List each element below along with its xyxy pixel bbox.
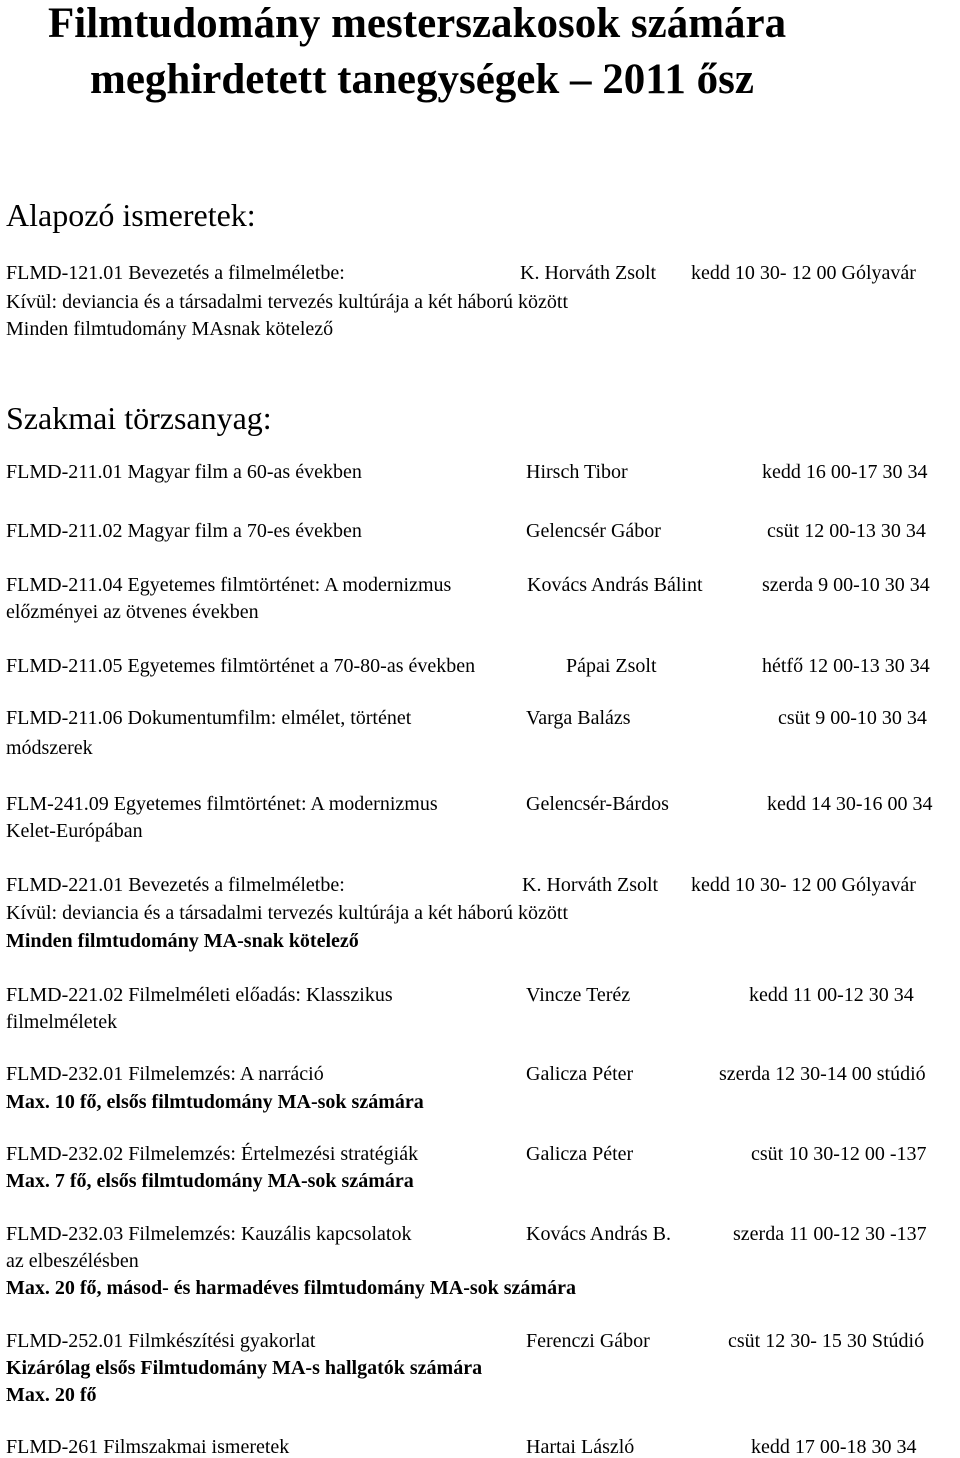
course-time: csüt 12 00-13 30 34 [767,520,926,542]
course-teacher: Hartai László [526,1436,635,1458]
course-note: Max. 10 fő, elsős filmtudomány MA-sok számára [6,1091,424,1113]
course-code-title: FLMD-211.02 Magyar film a 70-es években [6,520,362,542]
course-time: szerda 11 00-12 30 -137 [733,1223,927,1245]
course-cont: az elbeszélésben [6,1250,139,1272]
course-teacher: Varga Balázs [526,707,631,729]
course-cont: Kelet-Európában [6,820,143,842]
course-time: szerda 9 00-10 30 34 [762,574,930,596]
section-heading-szakmai: Szakmai törzsanyag: [6,400,272,436]
course-teacher: Gelencsér Gábor [526,520,661,542]
course-code-title: FLM-241.09 Egyetemes filmtörténet: A modernizmus [6,793,438,815]
course-time: csüt 12 30- 15 30 Stúdió [728,1330,925,1352]
course-note: Minden filmtudomány MA-snak kötelező [6,930,359,952]
page-title-line-2: meghirdetett tanegységek – 2011 ősz [90,56,754,103]
course-time: hétfő 12 00-13 30 34 [762,655,930,677]
course-teacher: Vincze Teréz [526,984,631,1006]
course-code-title: FLMD-211.05 Egyetemes filmtörténet a 70-80-as években [6,655,476,677]
course-time: kedd 11 00-12 30 34 [749,984,914,1006]
course-code-title: FLMD-211.04 Egyetemes filmtörténet: A modernizmus [6,574,452,596]
course-time: csüt 10 30-12 00 -137 [751,1143,927,1165]
course-code-title: FLMD-121.01 Bevezetés a filmelméletbe: [6,262,345,284]
course-note: Minden filmtudomány MAsnak kötelező [6,318,334,340]
course-teacher: Hirsch Tibor [526,461,628,483]
course-time: kedd 16 00-17 30 34 [762,461,928,483]
course-time: kedd 14 30-16 00 34 [767,793,933,815]
course-time: kedd 17 00-18 30 34 [751,1436,917,1458]
course-teacher: K. Horváth Zsolt [520,262,657,284]
course-time: csüt 9 00-10 30 34 [778,707,927,729]
section-heading-alapozo: Alapozó ismeretek: [6,197,256,233]
course-note: Kizárólag elsős Filmtudomány MA-s hallgatók számára [6,1357,483,1379]
course-teacher: Kovács András B. [526,1223,671,1245]
course-code-title: FLMD-252.01 Filmkészítési gyakorlat [6,1330,316,1352]
course-time: kedd 10 30- 12 00 Gólyavár [691,874,916,896]
course-teacher: Galicza Péter [526,1063,634,1085]
course-code-title: FLMD-211.01 Magyar film a 60-as években [6,461,362,483]
course-cont: módszerek [6,737,93,759]
page-title-line-1: Filmtudomány mesterszakosok számára [48,0,787,47]
course-code-title: FLMD-211.06 Dokumentumfilm: elmélet, történet [6,707,412,729]
course-note-2: Max. 20 fő [6,1384,97,1406]
course-teacher: Gelencsér-Bárdos [526,793,669,815]
course-code-title: FLMD-261 Filmszakmai ismeretek [6,1436,290,1458]
course-time: kedd 10 30- 12 00 Gólyavár [691,262,916,284]
course-subtitle: Kívül: deviancia és a társadalmi tervezés kultúrája a két háború között [6,291,569,313]
course-code-title: FLMD-232.01 Filmelemzés: A narráció [6,1063,324,1085]
course-time: szerda 12 30-14 00 stúdió [719,1063,926,1085]
course-teacher: Galicza Péter [526,1143,634,1165]
course-code-title: FLMD-232.02 Filmelemzés: Értelmezési stratégiák [6,1143,419,1165]
course-note: Max. 7 fő, elsős filmtudomány MA-sok számára [6,1170,414,1192]
course-cont: előzményei az ötvenes években [6,601,259,623]
course-code-title: FLMD-221.01 Bevezetés a filmelméletbe: [6,874,345,896]
course-teacher: Pápai Zsolt [566,655,657,677]
course-code-title: FLMD-232.03 Filmelemzés: Kauzális kapcsolatok [6,1223,412,1245]
course-note: Max. 20 fő, másod- és harmadéves filmtudomány MA-sok számára [6,1277,576,1299]
course-code-title: FLMD-221.02 Filmelméleti előadás: Klasszikus [6,984,393,1006]
course-teacher: K. Horváth Zsolt [522,874,659,896]
course-teacher: Ferenczi Gábor [526,1330,650,1352]
course-teacher: Kovács András Bálint [527,574,703,596]
course-cont: Kívül: deviancia és a társadalmi tervezés kultúrája a két háború között [6,902,569,924]
course-cont: filmelméletek [6,1011,118,1033]
